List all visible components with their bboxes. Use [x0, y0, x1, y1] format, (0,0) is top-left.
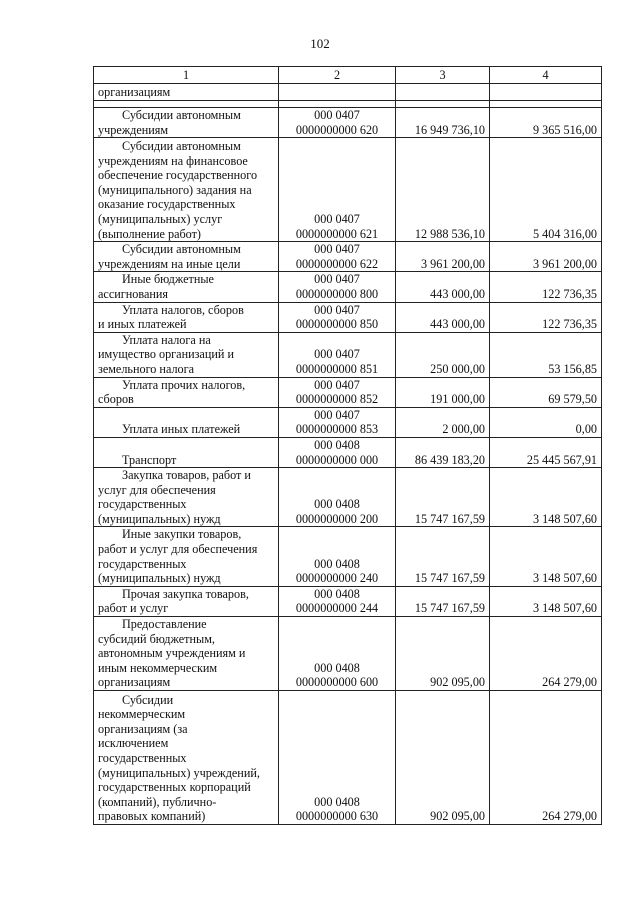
row-name-line: Уплата налога на — [122, 332, 211, 347]
row-name-line: автономным учреждениям и — [98, 646, 246, 661]
row-col3-cell: 191 000,00 — [396, 377, 490, 407]
row-name-line: Уплата прочих налогов, — [122, 377, 246, 392]
row-code-cell: 000 0408 0000000000 630 — [279, 691, 396, 825]
row-name-line: (компаний), публично- — [98, 794, 217, 809]
row-name-line: государственных — [98, 556, 187, 571]
row-name-line: оказание государственных — [98, 197, 236, 212]
table-row — [94, 527, 602, 586]
row-name-line: Субсидии автономным — [122, 242, 241, 257]
column-header-2: 2 — [279, 67, 396, 84]
row-name-cell — [94, 377, 279, 407]
row-name-line: организациям (за — [98, 721, 188, 736]
row-code-cell: 000 0408 0000000000 200 — [279, 468, 396, 527]
row-name-line: и иных платежей — [98, 317, 187, 332]
table-row — [94, 407, 602, 437]
row-name-line: правовых компаний) — [98, 809, 206, 824]
row-name-line: (муниципальных) учреждений, — [98, 765, 260, 780]
row-col3-cell: 15 747 167,59 — [396, 586, 490, 616]
row-col3-cell: 902 095,00 — [396, 617, 490, 691]
column-header-4: 4 — [490, 67, 602, 84]
row-name-line: некоммерческим — [98, 707, 186, 722]
row-name-line: Предоставление — [122, 617, 207, 632]
row-name-line: работ и услуг — [98, 601, 169, 616]
row-col4-cell: 0,00 — [490, 407, 602, 437]
row-name-line: учреждениям на иные цели — [98, 256, 241, 271]
row-name-cell — [94, 468, 279, 527]
row-name-line: имущество организаций и — [98, 347, 234, 362]
row-col3-cell: 443 000,00 — [396, 272, 490, 302]
row-col3-cell: 3 961 200,00 — [396, 242, 490, 272]
row-code-cell: 000 0408 0000000000 600 — [279, 617, 396, 691]
row-name-cell — [94, 272, 279, 302]
row-name-line: Иные бюджетные — [122, 272, 214, 287]
row-code-cell: 000 0408 0000000000 240 — [279, 527, 396, 586]
row-code-cell: 000 0407 0000000000 622 — [279, 242, 396, 272]
table-row — [94, 138, 602, 242]
row-name-cell — [94, 138, 279, 242]
table-body — [94, 84, 602, 825]
row-col3-cell: 86 439 183,20 — [396, 437, 490, 467]
row-name-line: ассигнования — [98, 286, 169, 301]
row-name-line: учреждениям на финансовое — [98, 153, 248, 168]
row-col4-cell: 9 365 516,00 — [490, 108, 602, 138]
table-row — [94, 302, 602, 332]
page-number: 102 — [310, 36, 330, 51]
row-name-line: обеспечение государственного — [98, 168, 258, 183]
table-row — [94, 101, 602, 108]
row-name-line: (муниципального) задания на — [98, 182, 252, 197]
table-row — [94, 332, 602, 377]
row-name-line: государственных — [98, 751, 187, 766]
row-name-line: субсидий бюджетным, — [98, 631, 215, 646]
row-col4-cell: 122 736,35 — [490, 272, 602, 302]
row-name-cell — [94, 84, 279, 101]
row-col3-cell: 16 949 736,10 — [396, 108, 490, 138]
row-name-cell — [94, 617, 279, 691]
budget-table — [93, 66, 602, 825]
row-name-line: (муниципальных) нужд — [98, 511, 221, 526]
row-name-cell — [94, 332, 279, 377]
row-name-cell — [94, 242, 279, 272]
row-code-cell — [279, 84, 396, 101]
row-code-cell: 000 0408 0000000000 244 — [279, 586, 396, 616]
row-name-cell — [94, 437, 279, 467]
row-col3-cell: 443 000,00 — [396, 302, 490, 332]
row-name-line: государственных корпораций — [98, 780, 251, 795]
table-row — [94, 437, 602, 467]
row-col4-cell: 3 148 507,60 — [490, 468, 602, 527]
row-name-line: Субсидии автономным — [122, 139, 241, 154]
row-col3-cell — [396, 84, 490, 101]
row-code-cell — [279, 101, 396, 108]
row-col3-cell — [396, 101, 490, 108]
row-col4-cell: 122 736,35 — [490, 302, 602, 332]
table-row — [94, 586, 602, 616]
row-name-cell — [94, 108, 279, 138]
row-name-line: учреждениям — [98, 122, 169, 137]
row-col4-cell: 69 579,50 — [490, 377, 602, 407]
row-col3-cell: 15 747 167,59 — [396, 527, 490, 586]
row-name-cell — [94, 527, 279, 586]
row-col4-cell: 3 148 507,60 — [490, 586, 602, 616]
row-name-cell — [94, 101, 279, 108]
row-code-cell: 000 0407 0000000000 850 — [279, 302, 396, 332]
table-row — [94, 377, 602, 407]
row-name-line: (выполнение работ) — [98, 226, 201, 241]
table-row — [94, 691, 602, 825]
row-name-line: Субсидии — [122, 692, 174, 707]
row-col4-cell: 264 279,00 — [490, 617, 602, 691]
row-name-cell — [94, 302, 279, 332]
row-col4-cell — [490, 84, 602, 101]
row-col3-cell: 2 000,00 — [396, 407, 490, 437]
row-name-line: (муниципальных) услуг — [98, 212, 223, 226]
row-name-line: сборов — [98, 392, 134, 407]
row-name-line: Уплата налогов, сборов — [122, 302, 244, 317]
row-name-line: работ и услуг для обеспечения — [98, 542, 258, 557]
row-name-line: Уплата иных платежей — [122, 422, 241, 437]
row-col3-cell: 250 000,00 — [396, 332, 490, 377]
row-name-line: Закупка товаров, работ и — [122, 468, 251, 483]
row-col4-cell: 25 445 567,91 — [490, 437, 602, 467]
row-code-cell: 000 0408 0000000000 000 — [279, 437, 396, 467]
row-col4-cell: 264 279,00 — [490, 691, 602, 825]
table-header-row — [94, 67, 602, 84]
row-name-line: организациям — [98, 675, 171, 690]
row-col4-cell: 53 156,85 — [490, 332, 602, 377]
row-name-line: услуг для обеспечения — [98, 482, 216, 497]
row-col4-cell — [490, 101, 602, 108]
row-code-cell: 000 0407 0000000000 800 — [279, 272, 396, 302]
row-code-cell: 000 0407 0000000000 853 — [279, 407, 396, 437]
table-row — [94, 468, 602, 527]
row-name-line: исключением — [98, 736, 169, 751]
row-col4-cell: 3 148 507,60 — [490, 527, 602, 586]
column-header-1: 1 — [94, 67, 279, 84]
row-name-line: Прочая закупка товаров, — [122, 586, 249, 601]
table-row — [94, 84, 602, 101]
table-row — [94, 617, 602, 691]
row-name-line: земельного налога — [98, 361, 195, 376]
row-name-line: (муниципальных) нужд — [98, 571, 221, 586]
row-code-cell: 000 0407 0000000000 620 — [279, 108, 396, 138]
row-col3-cell: 15 747 167,59 — [396, 468, 490, 527]
row-name-cell — [94, 691, 279, 825]
row-code-cell: 000 0407 0000000000 621 — [279, 138, 396, 242]
table-row — [94, 242, 602, 272]
table-row — [94, 272, 602, 302]
row-name-line: Субсидии автономным — [122, 108, 241, 122]
row-col4-cell: 5 404 316,00 — [490, 138, 602, 242]
row-code-cell: 000 0407 0000000000 851 — [279, 332, 396, 377]
row-col3-cell: 902 095,00 — [396, 691, 490, 825]
row-name-cell — [94, 586, 279, 616]
row-col3-cell: 12 988 536,10 — [396, 138, 490, 242]
row-name-line: иным некоммерческим — [98, 660, 218, 675]
column-header-3: 3 — [396, 67, 490, 84]
table-row — [94, 108, 602, 138]
row-name-line: Транспорт — [122, 452, 177, 467]
row-col4-cell: 3 961 200,00 — [490, 242, 602, 272]
row-name-cell — [94, 407, 279, 437]
row-code-cell: 000 0407 0000000000 852 — [279, 377, 396, 407]
row-name-line: организациям — [98, 85, 171, 100]
row-name-line: Иные закупки товаров, — [122, 527, 242, 542]
row-name-line: государственных — [98, 497, 187, 512]
